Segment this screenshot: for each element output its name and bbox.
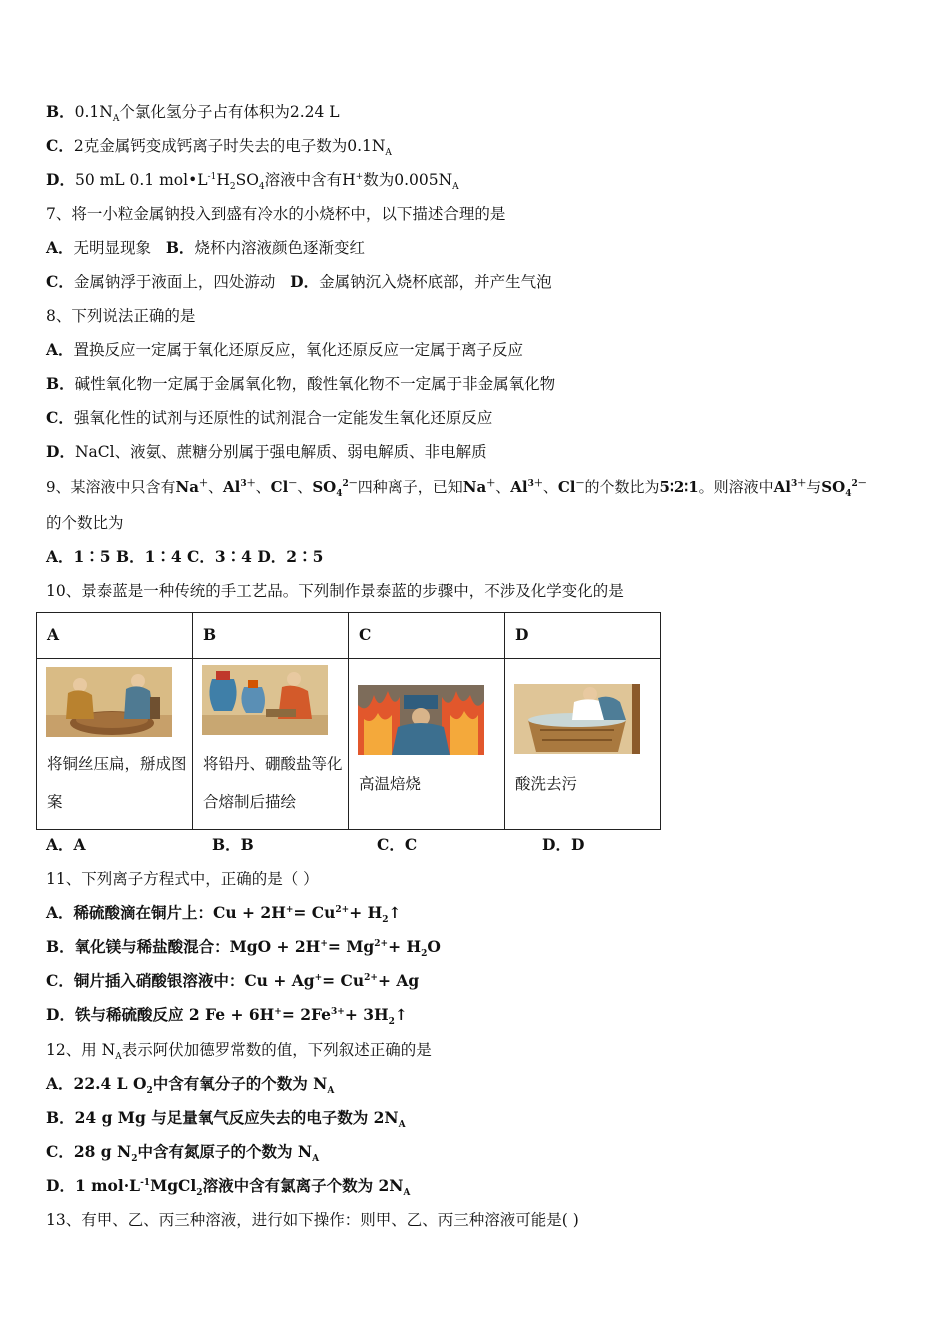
q10-header-d: D bbox=[505, 613, 661, 659]
q10-answer-a: A．A bbox=[46, 835, 86, 854]
q6-option-c: C．2克金属钙变成钙离子时失去的电子数为$0.1N_A$ bbox=[46, 136, 392, 159]
q11-option-b: B．氧化镁与稀盐酸混合：MgO + $2H^+= Mg^{2+}+ H_2O$ bbox=[46, 937, 441, 960]
q10-header-c: C bbox=[349, 613, 505, 659]
q8-stem: 8、下列说法正确的是 bbox=[46, 307, 196, 325]
q7-stem: 7、将一小粒金属钠投入到盛有冷水的小烧杯中，以下描述合理的是 bbox=[46, 205, 506, 223]
q12-option-a: A．22.4 L $O_2$中含有氧分子的个数为 $N_A$ bbox=[46, 1074, 335, 1097]
kiln-firing-illustration bbox=[358, 685, 484, 755]
q8-option-b: B．碱性氧化物一定属于金属氧化物，酸性氧化物不一定属于非金属氧化物 bbox=[46, 374, 556, 393]
painting-enamel-illustration bbox=[202, 665, 328, 735]
q8-option-c: C．强氧化性的试剂与还原性的试剂混合一定能发生氧化还原反应 bbox=[46, 408, 493, 427]
craftsman-flattening-wire-illustration bbox=[46, 667, 172, 737]
q12-option-d: D．1 $mol\cdot L^{-1}MgCl_2$溶液中含有氯离子个数为 $2N_A$ bbox=[46, 1176, 411, 1199]
q6-option-b: B．$0.1N_A$个氯化氢分子占有体积为2.24 L bbox=[46, 102, 340, 125]
q12-stem: 12、用 $N_A$表示阿伏加德罗常数的值，下列叙述正确的是 bbox=[46, 1041, 432, 1063]
q12-option-b: B．24 g Mg 与足量氧气反应失去的电子数为 $2N_A$ bbox=[46, 1108, 406, 1131]
q9-stem-continued: 的个数比为 bbox=[46, 514, 124, 532]
q10-stem: 10、景泰蓝是一种传统的手工艺品。下列制作景泰蓝的步骤中，不涉及化学变化的是 bbox=[46, 582, 624, 600]
q9-options: A．1∶5 B．1∶4 C．3∶4 D．2∶5 bbox=[46, 547, 324, 566]
q10-cell-a bbox=[37, 659, 193, 830]
acid-washing-illustration bbox=[514, 684, 640, 754]
q10-cell-b bbox=[193, 659, 349, 830]
q10-caption-a: 将铜丝压扁，掰成图案 bbox=[47, 755, 187, 811]
q10-answer-d: D．D bbox=[542, 835, 585, 854]
q7-options-cd: C．金属钠浮于液面上，四处游动 D．金属钠沉入烧杯底部，并产生气泡 bbox=[46, 272, 552, 291]
q10-caption-b: 将铅丹、硼酸盐等化合熔制后描绘 bbox=[203, 755, 343, 811]
q10-header-a: A bbox=[37, 613, 193, 659]
q8-option-d: D．NaCl、液氨、蔗糖分别属于强电解质、弱电解质、非电解质 bbox=[46, 442, 487, 461]
q11-option-c: C．铜片插入硝酸银溶液中：$Cu + Ag^+= Cu^{2+}+ Ag$ bbox=[46, 971, 420, 990]
q13-stem: 13、有甲、乙、丙三种溶液，进行如下操作：则甲、乙、丙三种溶液可能是( ) bbox=[46, 1211, 579, 1229]
q8-option-a: A．置换反应一定属于氧化还原反应，氧化还原反应一定属于离子反应 bbox=[46, 340, 524, 359]
q7-options-ab: A．无明显现象 B．烧杯内溶液颜色逐渐变红 bbox=[46, 238, 365, 257]
q6-option-d: D．50 mL 0.1 $mol•L^{-1}H_2SO_4$溶液中含有H+数为$0.005N_A$ bbox=[46, 170, 459, 193]
q12-option-c: C．28 g $N_2$中含有氮原子的个数为 $N_A$ bbox=[46, 1142, 320, 1165]
q10-header-b: B bbox=[193, 613, 349, 659]
q10-answer-c: C．C bbox=[377, 835, 418, 854]
q10-cell-d bbox=[505, 659, 661, 830]
q11-option-d: D．铁与稀硫酸反应 2 $Fe + 6H^+= 2Fe^{3+}+$ $3H_2↑$ bbox=[46, 1005, 408, 1028]
q10-answer-b: B．B bbox=[212, 835, 254, 854]
q11-stem: 11、下列离子方程式中，正确的是（ ） bbox=[46, 870, 319, 888]
q10-caption-d: 酸洗去污 bbox=[515, 775, 578, 793]
q10-caption-c: 高温焙烧 bbox=[359, 775, 422, 793]
q9-stem: 9、某溶液中只含有Na＋、$Al^{3+}$、Cl－、$SO_4^{2-}$四种离子，已知Na＋、$Al^{3+}$、Cl－的个数比为5∶2∶1。则溶液中$Al^{3+}$与$SO_4^{2-}$ bbox=[46, 478, 867, 499]
q10-cell-c bbox=[349, 659, 505, 830]
q10-table bbox=[36, 612, 661, 830]
q11-option-a: A．稀硫酸滴在铜片上：$Cu + 2H^+= Cu^{2+}+$ $H_2↑$ bbox=[46, 903, 402, 926]
